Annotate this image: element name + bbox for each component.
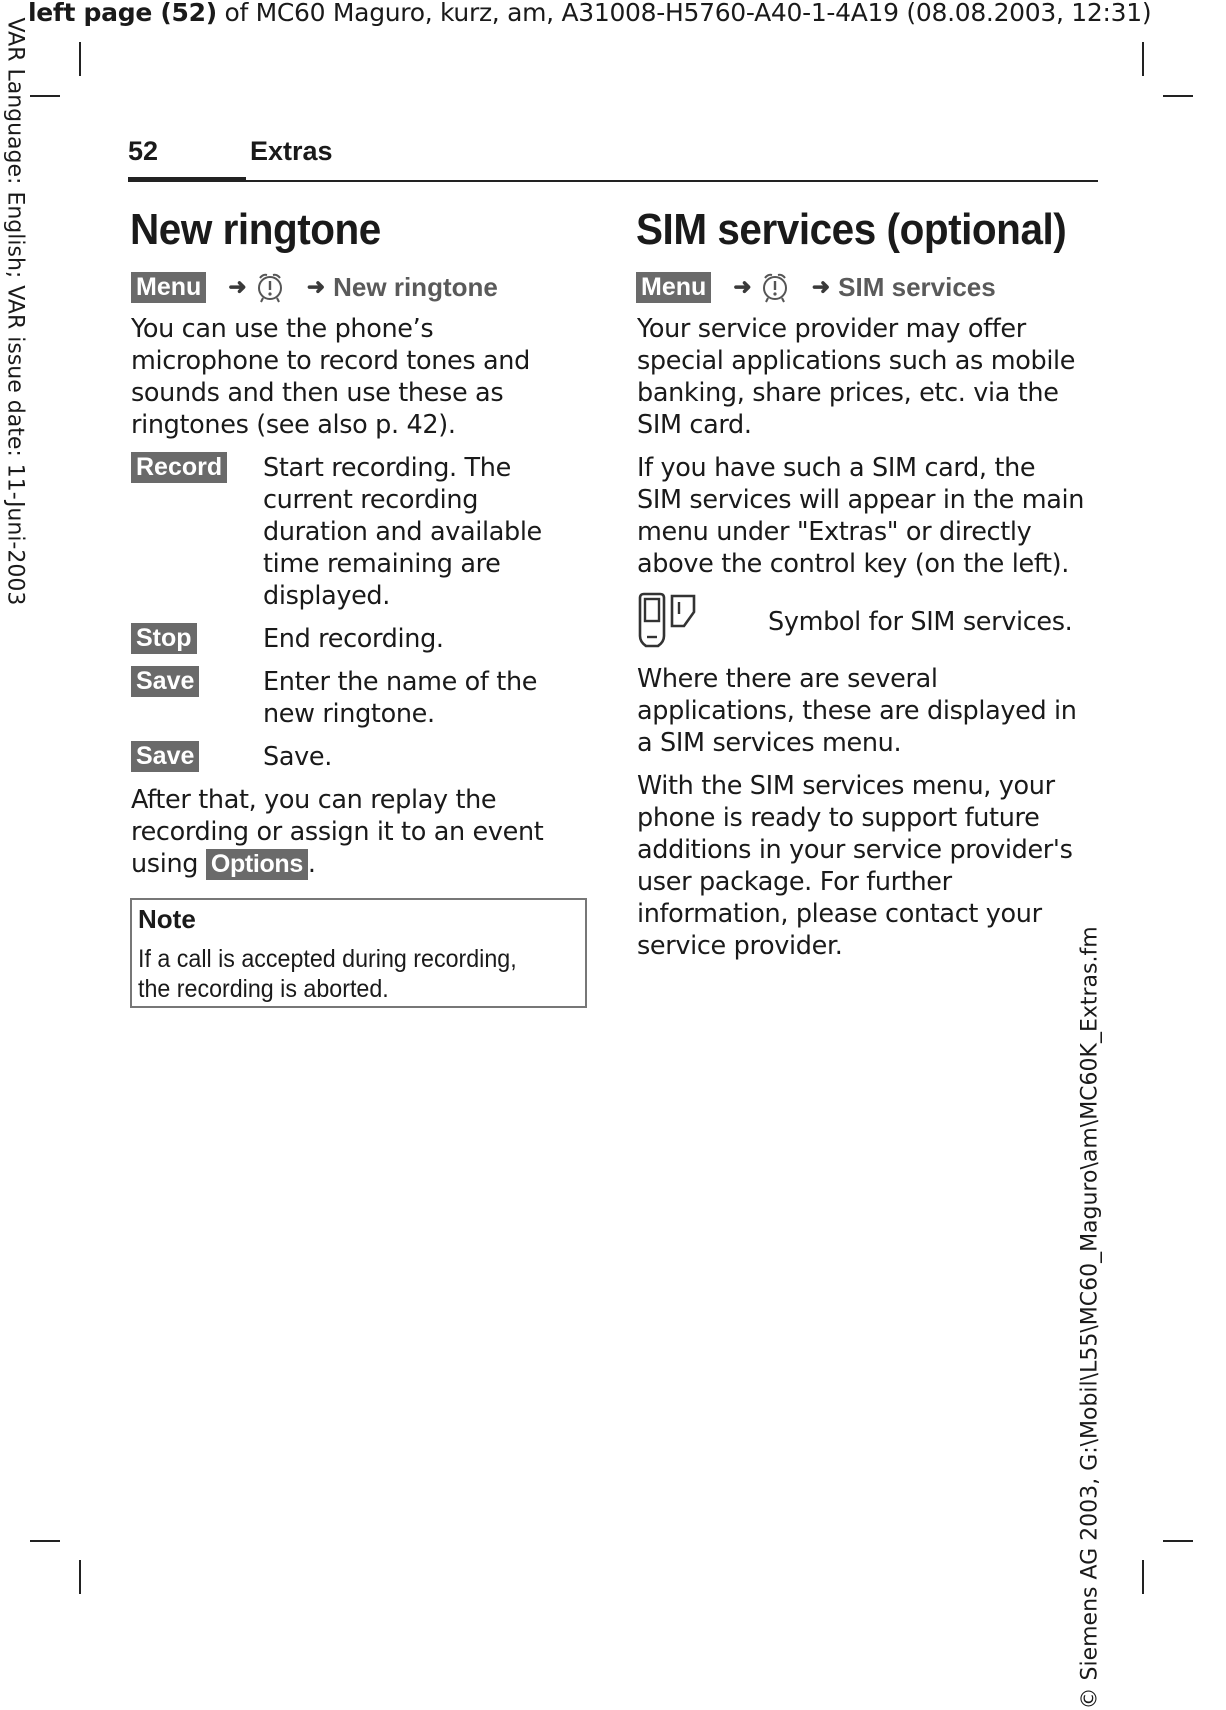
crop-mark xyxy=(1142,1560,1144,1594)
arrow-right-icon: ➜ xyxy=(306,274,326,299)
alarm-clock-icon xyxy=(255,271,285,303)
sim-paragraph-3: Where there are several applications, these are displayed in a SIM services menu. xyxy=(637,664,1077,758)
alarm-clock-icon xyxy=(760,271,790,303)
sim-paragraph-4: With the SIM services menu, your phone is ready to support future additions in your service provider's user package. For further information, please contact your service provider. xyxy=(637,771,1073,961)
stop-softkey-row xyxy=(131,623,197,654)
print-header-line xyxy=(28,0,1151,27)
sim-paragraph-1: Your service provider may offer special applications such as mobile banking, share prices, etc. via the SIM card. xyxy=(637,314,1076,440)
note-title: Note xyxy=(138,904,196,934)
side-text-right: © Siemens AG 2003, G:\Mobil\L55\MC60_Maguro\am\MC60K_Extras.fm xyxy=(1077,926,1103,1710)
arrow-right-icon: ➜ xyxy=(228,274,247,299)
crop-mark xyxy=(79,42,81,76)
intro-paragraph: You can use the phone’s microphone to record tones and sounds and then use these as ringtones (see also p. 42). xyxy=(131,314,530,440)
stop-description: End recording. xyxy=(263,624,444,654)
record-softkey-row xyxy=(131,452,227,483)
print-header-bold: left page (52) xyxy=(28,0,217,27)
stop-softkey: Stop xyxy=(131,623,197,654)
side-text-left: VAR Language: English; VAR issue date: 11-Juni-2003 xyxy=(2,17,28,606)
heading-sim-services: SIM services (optional) xyxy=(636,205,1067,254)
save-softkey-row xyxy=(131,741,199,772)
note-text: If a call is accepted during recording, the recording is aborted. xyxy=(138,945,517,1003)
arrow-right-icon: ➜ xyxy=(733,274,752,299)
crop-mark xyxy=(1142,42,1144,76)
options-softkey: Options xyxy=(206,849,308,880)
section-title: Extras xyxy=(250,136,333,166)
save-name-softkey-row xyxy=(131,666,199,697)
save-softkey: Save xyxy=(131,741,199,772)
crop-mark xyxy=(30,95,60,97)
menu-path-sim-services xyxy=(636,270,996,304)
crop-mark xyxy=(79,1560,81,1594)
record-description: Start recording. The current recording duration and available time remaining are displayed. xyxy=(263,453,542,611)
after-text: After that, you can replay the recording or assign it to an event using xyxy=(131,785,544,879)
crop-mark xyxy=(1163,1540,1193,1542)
sim-paragraph-2: If you have such a SIM card, the SIM services will appear in the main menu under "Extras" or directly above the control key (on the left). xyxy=(637,453,1085,579)
menu-softkey: Menu xyxy=(131,272,206,303)
heading-new-ringtone: New ringtone xyxy=(130,205,381,254)
header-rule xyxy=(128,180,1098,182)
arrow-right-icon: ➜ xyxy=(811,274,831,299)
after-end: . xyxy=(307,849,316,879)
menu-path-item: SIM services xyxy=(838,271,996,302)
crop-mark xyxy=(1163,95,1193,97)
save-name-description: Enter the name of the new ringtone. xyxy=(263,667,538,729)
print-header-rest: of MC60 Maguro, kurz, am, A31008-H5760-A40-1-4A19 (08.08.2003, 12:31) xyxy=(216,0,1152,27)
sim-symbol-text: Symbol for SIM services. xyxy=(768,607,1073,637)
after-paragraph xyxy=(131,784,551,880)
crop-mark xyxy=(30,1540,60,1542)
save-softkey: Save xyxy=(131,666,199,697)
record-softkey: Record xyxy=(131,452,227,483)
sim-services-icon xyxy=(636,592,700,650)
menu-path-item: New ringtone xyxy=(333,271,498,302)
menu-path-new-ringtone xyxy=(131,270,498,304)
menu-softkey: Menu xyxy=(636,272,711,303)
save-description: Save. xyxy=(263,742,332,772)
page-number: 52 xyxy=(128,136,159,166)
